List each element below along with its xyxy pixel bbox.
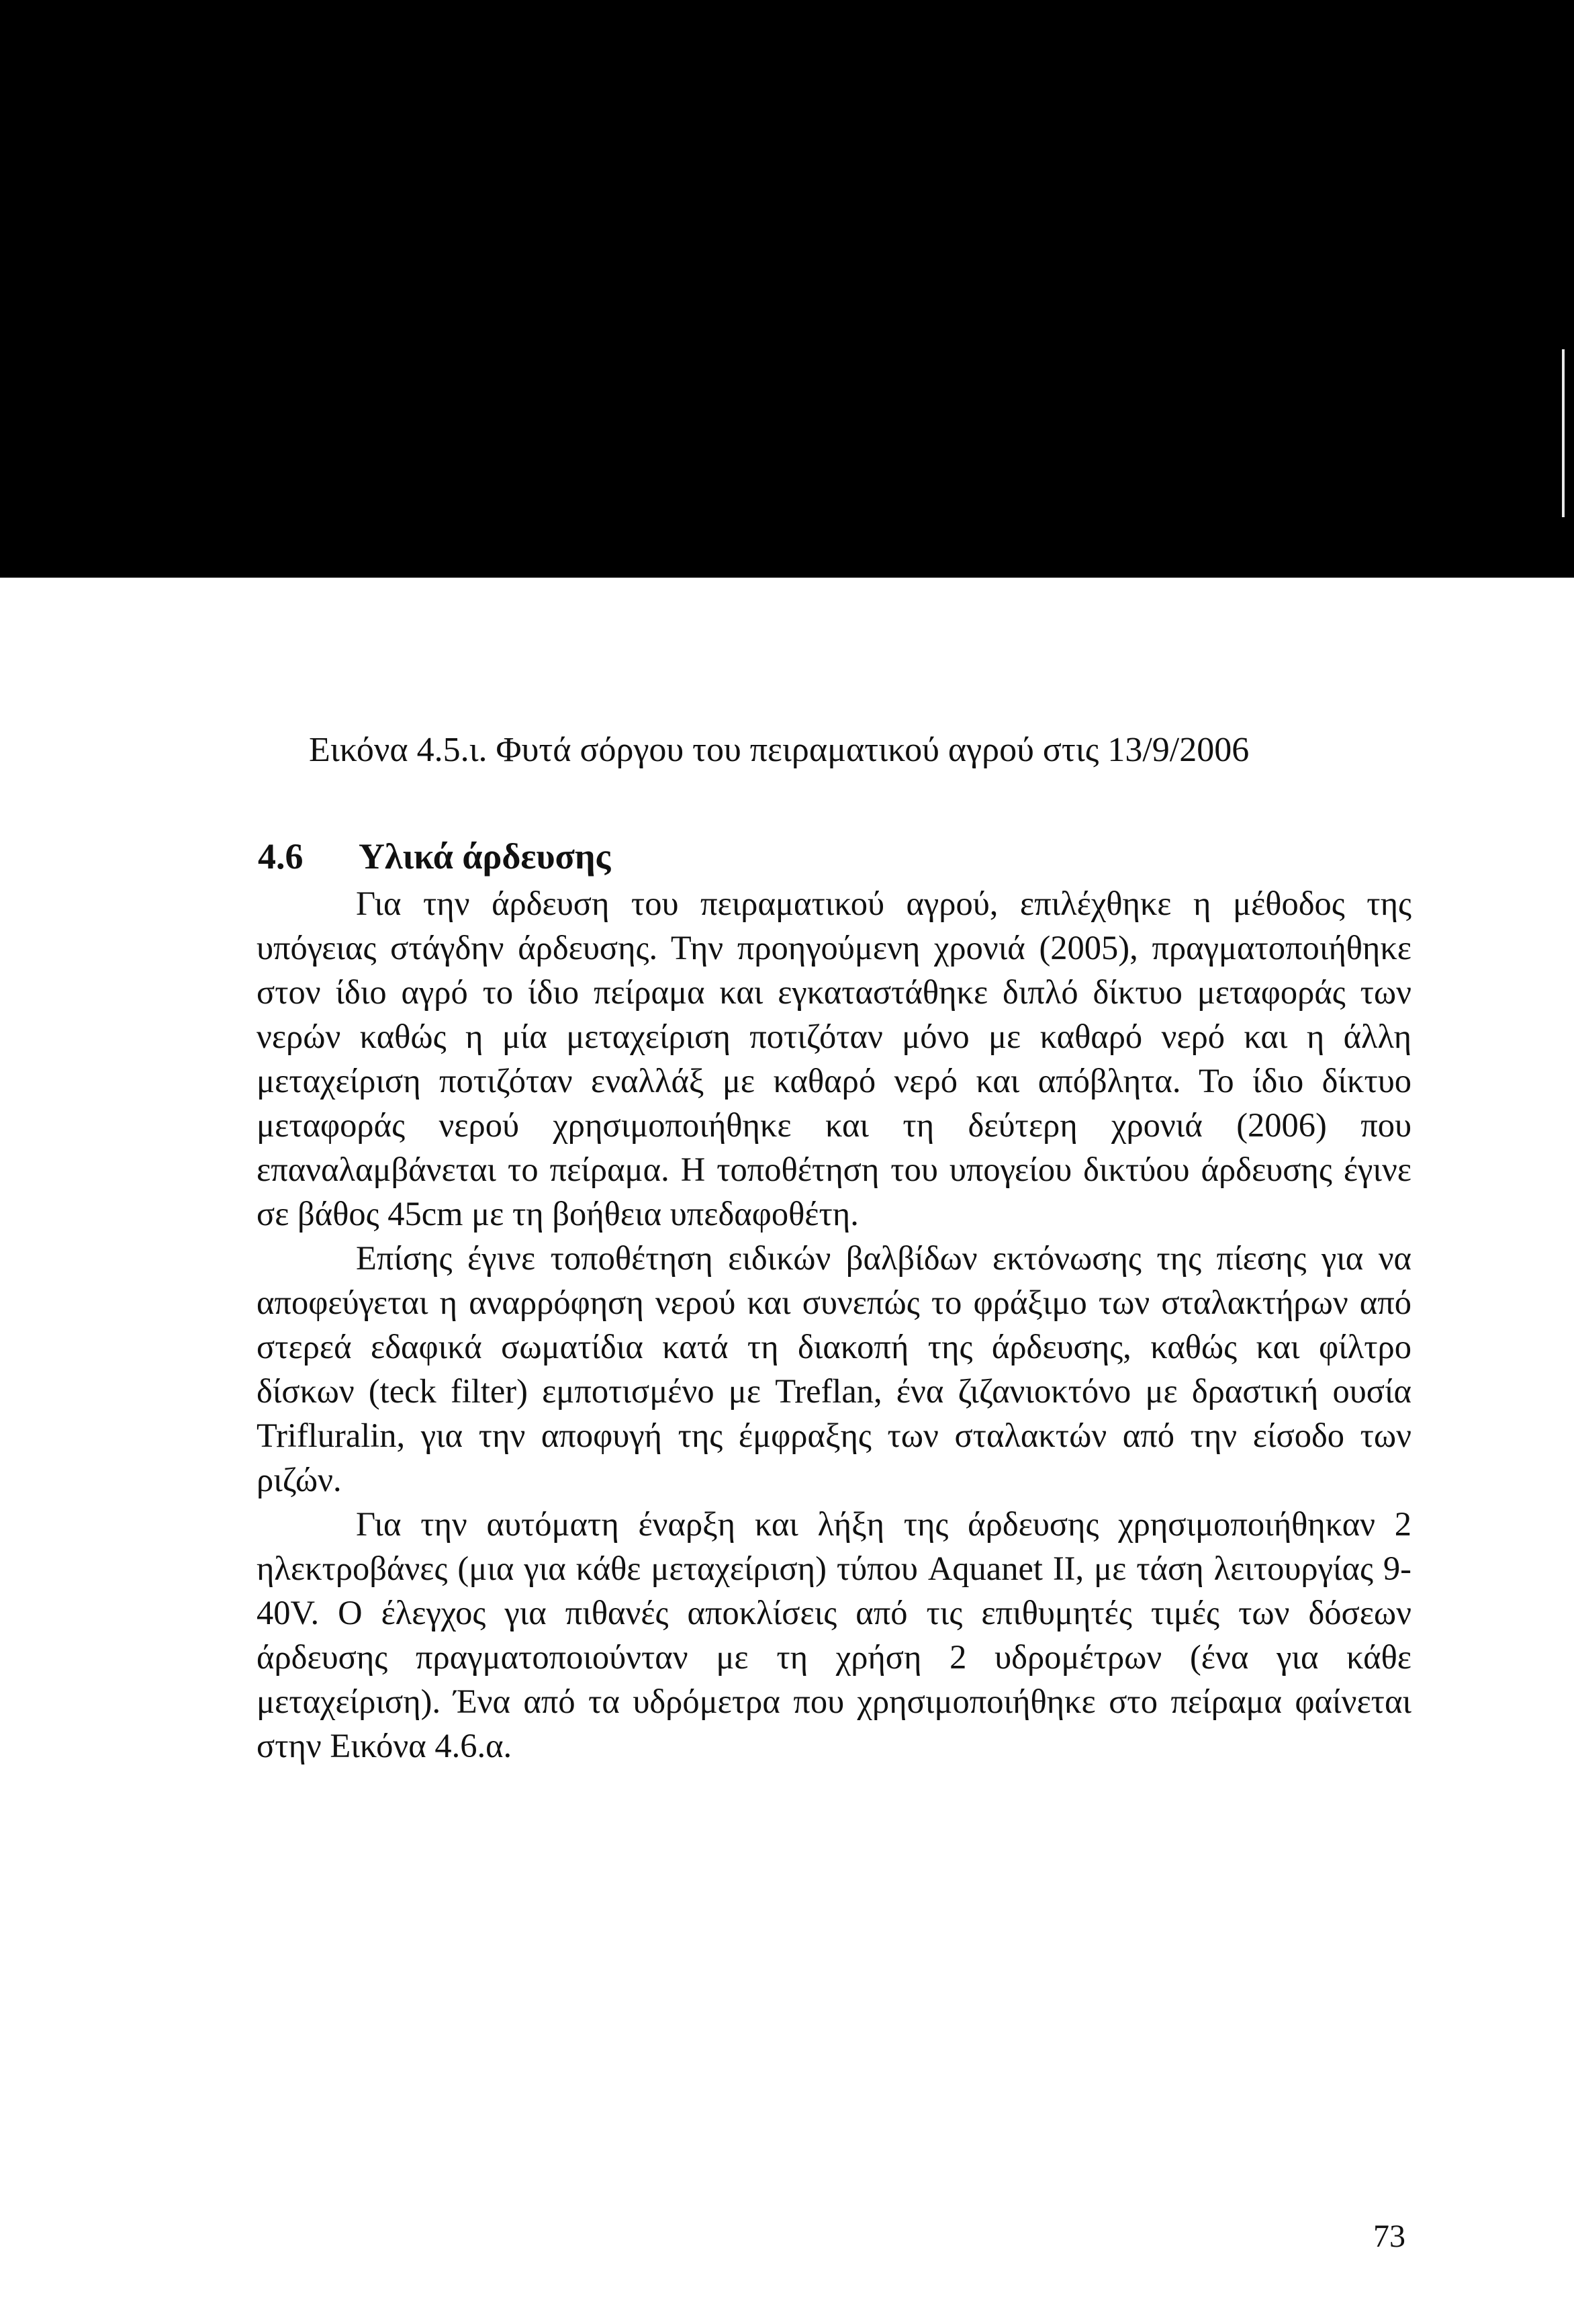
section-number: 4.6: [258, 836, 304, 877]
paragraph: Επίσης έγινε τοποθέτηση ειδικών βαλβίδων εκτόνωσης της πίεσης για να αποφεύγεται η αναρρόφηση νερού και συνεπώς το φράξιμο των σταλακτήρων από στερεά εδαφικά σωματίδια κατά τη διακοπή της άρδευσης, καθώς και φίλτρο δίσκων (teck filter) εμποτισμένο με Treflan, ένα ζιζανιοκτόνο με δραστική ουσία Trifluralin, για την αποφυγή της έμφραξης των σταλακτών από την είσοδο των ριζών.: [257, 1239, 1411, 1499]
figure-photo: [0, 0, 1574, 578]
paragraph: Για την άρδευση του πειραματικού αγρού, επιλέχθηκε η μέθοδος της υπόγειας στάγδην άρδευσης. Την προηγούμενη χρονιά (2005), πραγματοποιήθηκε στον ίδιο αγρό το ίδιο πείραμα και εγκαταστάθηκε διπλό δίκτυο μεταφοράς των νερών καθώς η μία μεταχείριση ποτιζόταν μόνο με καθαρό νερό και η άλλη μεταχείριση ποτιζόταν εναλλάξ με καθαρό νερό και απόβλητα. Το ίδιο δίκτυο μεταφοράς νερού χρησιμοποιήθηκε και τη δεύτερη χρονιά (2006) που επαναλαμβάνεται το πείραμα. Η τοποθέτηση του υπογείου δικτύου άρδευσης έγινε σε βάθος 45cm με τη βοήθεια υπεδαφοθέτη.: [257, 885, 1411, 1233]
body-text: [257, 881, 1411, 1768]
photo-edge-mark: [1562, 349, 1565, 517]
section-title: Υλικά άρδευσης: [359, 836, 611, 877]
page-number: 73: [1373, 2219, 1405, 2254]
figure-caption: Εικόνα 4.5.ι. Φυτά σόργου του πειραματικού αγρού στις 13/9/2006: [309, 731, 1250, 769]
paragraph: Για την αυτόματη έναρξη και λήξη της άρδευσης χρησιμοποιήθηκαν 2 ηλεκτροβάνες (μια για κάθε μεταχείριση) τύπου Aquanet II, με τάση λειτουργίας 9-40V. Ο έλεγχος για πιθανές αποκλίσεις από τις επιθυμητές τιμές των δόσεων άρδευσης πραγματοποιούνταν με τη χρήση 2 υδρομέτρων (ένα για κάθε μεταχείριση). Ένα από τα υδρόμετρα που χρησιμοποιήθηκε στο πείραμα φαίνεται στην Εικόνα 4.6.α.: [257, 1505, 1411, 1764]
section-heading: [258, 833, 610, 880]
